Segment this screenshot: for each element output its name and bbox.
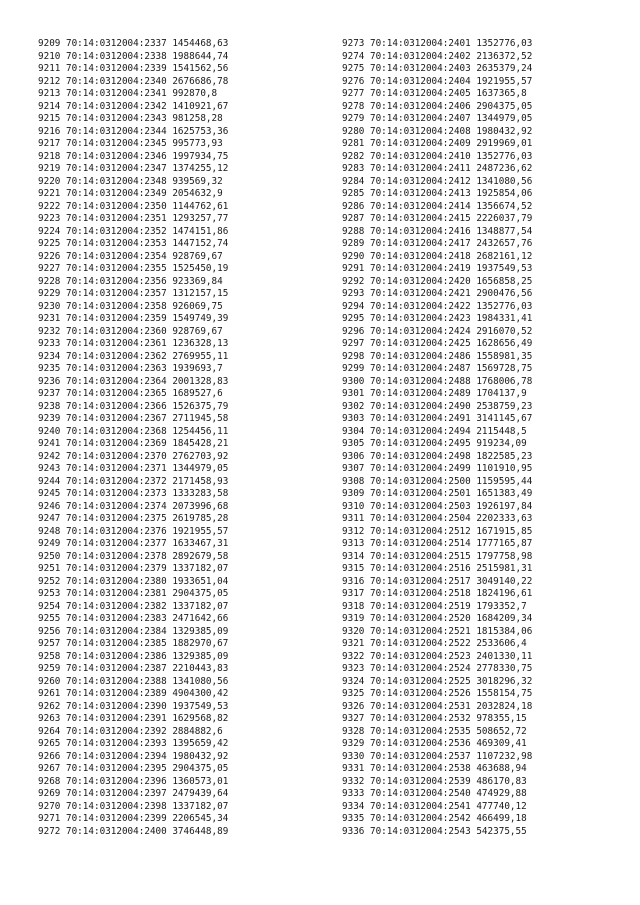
table-row: 9274 70:14:0312004:2402 2136372,52 bbox=[342, 50, 533, 62]
table-row: 9233 70:14:0312004:2361 1236328,13 bbox=[38, 338, 229, 349]
table-row: 9280 70:14:0312004:2408 1980432,92 bbox=[342, 125, 533, 137]
table-row: 9311 70:14:0312004:2504 2202333,63 bbox=[342, 513, 533, 524]
table-row: 9218 70:14:0312004:2346 1997934,75 bbox=[38, 150, 229, 162]
table-row: 9282 70:14:0312004:2410 1352776,03 bbox=[342, 150, 533, 162]
table-row: 9267 70:14:0312004:2395 2904375,05 bbox=[38, 763, 229, 774]
table-row: 9220 70:14:0312004:2348 939569,32 bbox=[38, 175, 223, 187]
table-row: 9210 70:14:0312004:2338 1988644,74 bbox=[38, 50, 229, 62]
table-row: 9304 70:14:0312004:2494 2115448,5 bbox=[342, 425, 527, 437]
table-row: 9325 70:14:0312004:2526 1558154,75 bbox=[342, 688, 533, 699]
table-row: 9212 70:14:0312004:2340 2676686,78 bbox=[38, 75, 229, 87]
table-row: 9322 70:14:0312004:2523 2401330,11 bbox=[342, 650, 533, 662]
table-row: 9271 70:14:0312004:2399 2206545,34 bbox=[38, 813, 229, 824]
table-row: 9238 70:14:0312004:2366 1526375,79 bbox=[38, 400, 229, 412]
table-row: 9234 70:14:0312004:2362 2769955,11 bbox=[38, 350, 229, 362]
table-row: 9291 70:14:0312004:2419 1937549,53 bbox=[342, 263, 533, 274]
table-row: 9213 70:14:0312004:2341 992870,8 bbox=[38, 88, 218, 99]
table-row: 9309 70:14:0312004:2501 1651383,49 bbox=[342, 488, 533, 499]
table-row: 9265 70:14:0312004:2393 1395659,42 bbox=[38, 738, 229, 749]
table-row: 9331 70:14:0312004:2538 463688,94 bbox=[342, 763, 527, 774]
table-row: 9314 70:14:0312004:2515 1797758,98 bbox=[342, 550, 533, 562]
table-row: 9296 70:14:0312004:2424 2916070,52 bbox=[342, 325, 533, 337]
table-row: 9313 70:14:0312004:2514 1777165,87 bbox=[342, 538, 533, 549]
table-row: 9262 70:14:0312004:2390 1937549,53 bbox=[38, 700, 229, 712]
table-row: 9334 70:14:0312004:2541 477740,12 bbox=[342, 800, 527, 812]
table-row: 9223 70:14:0312004:2351 1293257,77 bbox=[38, 213, 229, 224]
table-row: 9217 70:14:0312004:2345 995773,93 bbox=[38, 138, 223, 149]
table-row: 9303 70:14:0312004:2491 3141145,67 bbox=[342, 413, 533, 424]
table-row: 9224 70:14:0312004:2352 1474151,86 bbox=[38, 225, 229, 237]
table-row: 9266 70:14:0312004:2394 1980432,92 bbox=[38, 750, 229, 762]
table-row: 9330 70:14:0312004:2537 1107232,98 bbox=[342, 750, 533, 762]
table-row: 9301 70:14:0312004:2489 1704137,9 bbox=[342, 388, 527, 399]
table-row: 9326 70:14:0312004:2531 2032824,18 bbox=[342, 700, 533, 712]
table-row: 9317 70:14:0312004:2518 1824196,61 bbox=[342, 588, 533, 599]
table-row: 9315 70:14:0312004:2516 2515981,31 bbox=[342, 563, 533, 574]
table-row: 9294 70:14:0312004:2422 1352776,03 bbox=[342, 300, 533, 312]
table-row: 9275 70:14:0312004:2403 2635379,24 bbox=[342, 63, 533, 74]
table-row: 9328 70:14:0312004:2535 508652,72 bbox=[342, 725, 527, 737]
table-row: 9298 70:14:0312004:2486 1558981,35 bbox=[342, 350, 533, 362]
table-row: 9287 70:14:0312004:2415 2226037,79 bbox=[342, 213, 533, 224]
table-row: 9288 70:14:0312004:2416 1348877,54 bbox=[342, 225, 533, 237]
table-row: 9237 70:14:0312004:2365 1689527,6 bbox=[38, 388, 223, 399]
table-row: 9323 70:14:0312004:2524 2778330,75 bbox=[342, 663, 533, 674]
table-row: 9297 70:14:0312004:2425 1628656,49 bbox=[342, 338, 533, 349]
table-row: 9333 70:14:0312004:2540 474929,88 bbox=[342, 788, 527, 799]
table-row: 9285 70:14:0312004:2413 1925854,06 bbox=[342, 188, 533, 199]
table-row: 9336 70:14:0312004:2543 542375,55 bbox=[342, 825, 527, 837]
table-row: 9289 70:14:0312004:2417 2432657,76 bbox=[342, 238, 533, 249]
table-row: 9272 70:14:0312004:2400 3746448,89 bbox=[38, 825, 229, 837]
left-column bbox=[38, 38, 228, 838]
table-row: 9290 70:14:0312004:2418 2682161,12 bbox=[342, 250, 533, 262]
table-row: 9283 70:14:0312004:2411 2487236,62 bbox=[342, 163, 533, 174]
table-row: 9219 70:14:0312004:2347 1374255,12 bbox=[38, 163, 229, 174]
table-row: 9320 70:14:0312004:2521 1815384,06 bbox=[342, 625, 533, 637]
table-row: 9261 70:14:0312004:2389 4904300,42 bbox=[38, 688, 229, 699]
table-row: 9254 70:14:0312004:2382 1337182,07 bbox=[38, 600, 229, 612]
table-row: 9300 70:14:0312004:2488 1768006,78 bbox=[342, 375, 533, 387]
table-row: 9258 70:14:0312004:2386 1329385,09 bbox=[38, 650, 229, 662]
table-row: 9230 70:14:0312004:2358 926069,75 bbox=[38, 300, 223, 312]
table-row: 9253 70:14:0312004:2381 2904375,05 bbox=[38, 588, 229, 599]
table-row: 9264 70:14:0312004:2392 2884882,6 bbox=[38, 725, 223, 737]
table-row: 9277 70:14:0312004:2405 1637365,8 bbox=[342, 88, 527, 99]
table-row: 9211 70:14:0312004:2339 1541562,56 bbox=[38, 63, 229, 74]
table-row: 9278 70:14:0312004:2406 2904375,05 bbox=[342, 100, 533, 112]
table-row: 9335 70:14:0312004:2542 466499,18 bbox=[342, 813, 527, 824]
table-row: 9295 70:14:0312004:2423 1984331,41 bbox=[342, 313, 533, 324]
table-row: 9231 70:14:0312004:2359 1549749,39 bbox=[38, 313, 229, 324]
table-row: 9312 70:14:0312004:2512 1671915,85 bbox=[342, 525, 533, 537]
table-row: 9306 70:14:0312004:2498 1822585,23 bbox=[342, 450, 533, 462]
table-row: 9268 70:14:0312004:2396 1360573,01 bbox=[38, 775, 229, 787]
table-row: 9250 70:14:0312004:2378 2892679,58 bbox=[38, 550, 229, 562]
table-row: 9310 70:14:0312004:2503 1926197,84 bbox=[342, 500, 533, 512]
table-row: 9281 70:14:0312004:2409 2919969,01 bbox=[342, 138, 533, 149]
table-row: 9329 70:14:0312004:2536 469309,41 bbox=[342, 738, 527, 749]
table-row: 9246 70:14:0312004:2374 2073996,68 bbox=[38, 500, 229, 512]
table-row: 9327 70:14:0312004:2532 978355,15 bbox=[342, 713, 527, 724]
table-row: 9215 70:14:0312004:2343 981258,28 bbox=[38, 113, 223, 124]
table-row: 9293 70:14:0312004:2421 2900476,56 bbox=[342, 288, 533, 299]
table-row: 9240 70:14:0312004:2368 1254456,11 bbox=[38, 425, 229, 437]
table-row: 9260 70:14:0312004:2388 1341080,56 bbox=[38, 675, 229, 687]
table-row: 9286 70:14:0312004:2414 1356674,52 bbox=[342, 200, 533, 212]
table-row: 9241 70:14:0312004:2369 1845428,21 bbox=[38, 438, 229, 449]
table-row: 9229 70:14:0312004:2357 1312157,15 bbox=[38, 288, 229, 299]
table-row: 9245 70:14:0312004:2373 1333283,58 bbox=[38, 488, 229, 499]
table-row: 9305 70:14:0312004:2495 919234,09 bbox=[342, 438, 527, 449]
table-row: 9324 70:14:0312004:2525 3018296,32 bbox=[342, 675, 533, 687]
table-row: 9316 70:14:0312004:2517 3049140,22 bbox=[342, 575, 533, 587]
table-row: 9235 70:14:0312004:2363 1939693,7 bbox=[38, 363, 223, 374]
table-row: 9319 70:14:0312004:2520 1684209,34 bbox=[342, 613, 533, 624]
table-row: 9244 70:14:0312004:2372 2171458,93 bbox=[38, 475, 229, 487]
table-row: 9332 70:14:0312004:2539 486170,83 bbox=[342, 775, 527, 787]
table-row: 9216 70:14:0312004:2344 1625753,36 bbox=[38, 125, 229, 137]
table-row: 9248 70:14:0312004:2376 1921955,57 bbox=[38, 525, 229, 537]
table-row: 9302 70:14:0312004:2490 2538759,23 bbox=[342, 400, 533, 412]
table-row: 9269 70:14:0312004:2397 2479439,64 bbox=[38, 788, 229, 799]
table-row: 9321 70:14:0312004:2522 2533606,4 bbox=[342, 638, 527, 649]
table-row: 9256 70:14:0312004:2384 1329385,09 bbox=[38, 625, 229, 637]
table-row: 9214 70:14:0312004:2342 1410921,67 bbox=[38, 100, 229, 112]
table-row: 9255 70:14:0312004:2383 2471642,66 bbox=[38, 613, 229, 624]
right-column bbox=[342, 38, 532, 838]
table-row: 9257 70:14:0312004:2385 1882970,67 bbox=[38, 638, 229, 649]
table-row: 9308 70:14:0312004:2500 1159595,44 bbox=[342, 475, 533, 487]
table-row: 9249 70:14:0312004:2377 1633467,31 bbox=[38, 538, 229, 549]
table-row: 9292 70:14:0312004:2420 1656858,25 bbox=[342, 275, 533, 287]
table-row: 9251 70:14:0312004:2379 1337182,07 bbox=[38, 563, 229, 574]
table-row: 9299 70:14:0312004:2487 1569728,75 bbox=[342, 363, 533, 374]
table-row: 9263 70:14:0312004:2391 1629568,82 bbox=[38, 713, 229, 724]
table-row: 9228 70:14:0312004:2356 923369,84 bbox=[38, 275, 223, 287]
table-row: 9276 70:14:0312004:2404 1921955,57 bbox=[342, 75, 533, 87]
table-row: 9225 70:14:0312004:2353 1447152,74 bbox=[38, 238, 229, 249]
table-row: 9243 70:14:0312004:2371 1344979,05 bbox=[38, 463, 229, 474]
table-row: 9226 70:14:0312004:2354 928769,67 bbox=[38, 250, 223, 262]
table-row: 9232 70:14:0312004:2360 928769,67 bbox=[38, 325, 223, 337]
table-row: 9259 70:14:0312004:2387 2210443,83 bbox=[38, 663, 229, 674]
table-row: 9307 70:14:0312004:2499 1101910,95 bbox=[342, 463, 533, 474]
table-row: 9270 70:14:0312004:2398 1337182,07 bbox=[38, 800, 229, 812]
table-row: 9209 70:14:0312004:2337 1454468,63 bbox=[38, 38, 229, 49]
table-row: 9247 70:14:0312004:2375 2619785,28 bbox=[38, 513, 229, 524]
table-row: 9227 70:14:0312004:2355 1525450,19 bbox=[38, 263, 229, 274]
table-row: 9279 70:14:0312004:2407 1344979,05 bbox=[342, 113, 533, 124]
table-row: 9239 70:14:0312004:2367 2711945,58 bbox=[38, 413, 229, 424]
table-row: 9222 70:14:0312004:2350 1144762,61 bbox=[38, 200, 229, 212]
table-row: 9318 70:14:0312004:2519 1793352,7 bbox=[342, 600, 527, 612]
table-row: 9221 70:14:0312004:2349 2054632,9 bbox=[38, 188, 223, 199]
table-row: 9242 70:14:0312004:2370 2762703,92 bbox=[38, 450, 229, 462]
table-row: 9273 70:14:0312004:2401 1352776,03 bbox=[342, 38, 533, 49]
table-row: 9252 70:14:0312004:2380 1933651,04 bbox=[38, 575, 229, 587]
table-row: 9236 70:14:0312004:2364 2001328,83 bbox=[38, 375, 229, 387]
table-row: 9284 70:14:0312004:2412 1341080,56 bbox=[342, 175, 533, 187]
